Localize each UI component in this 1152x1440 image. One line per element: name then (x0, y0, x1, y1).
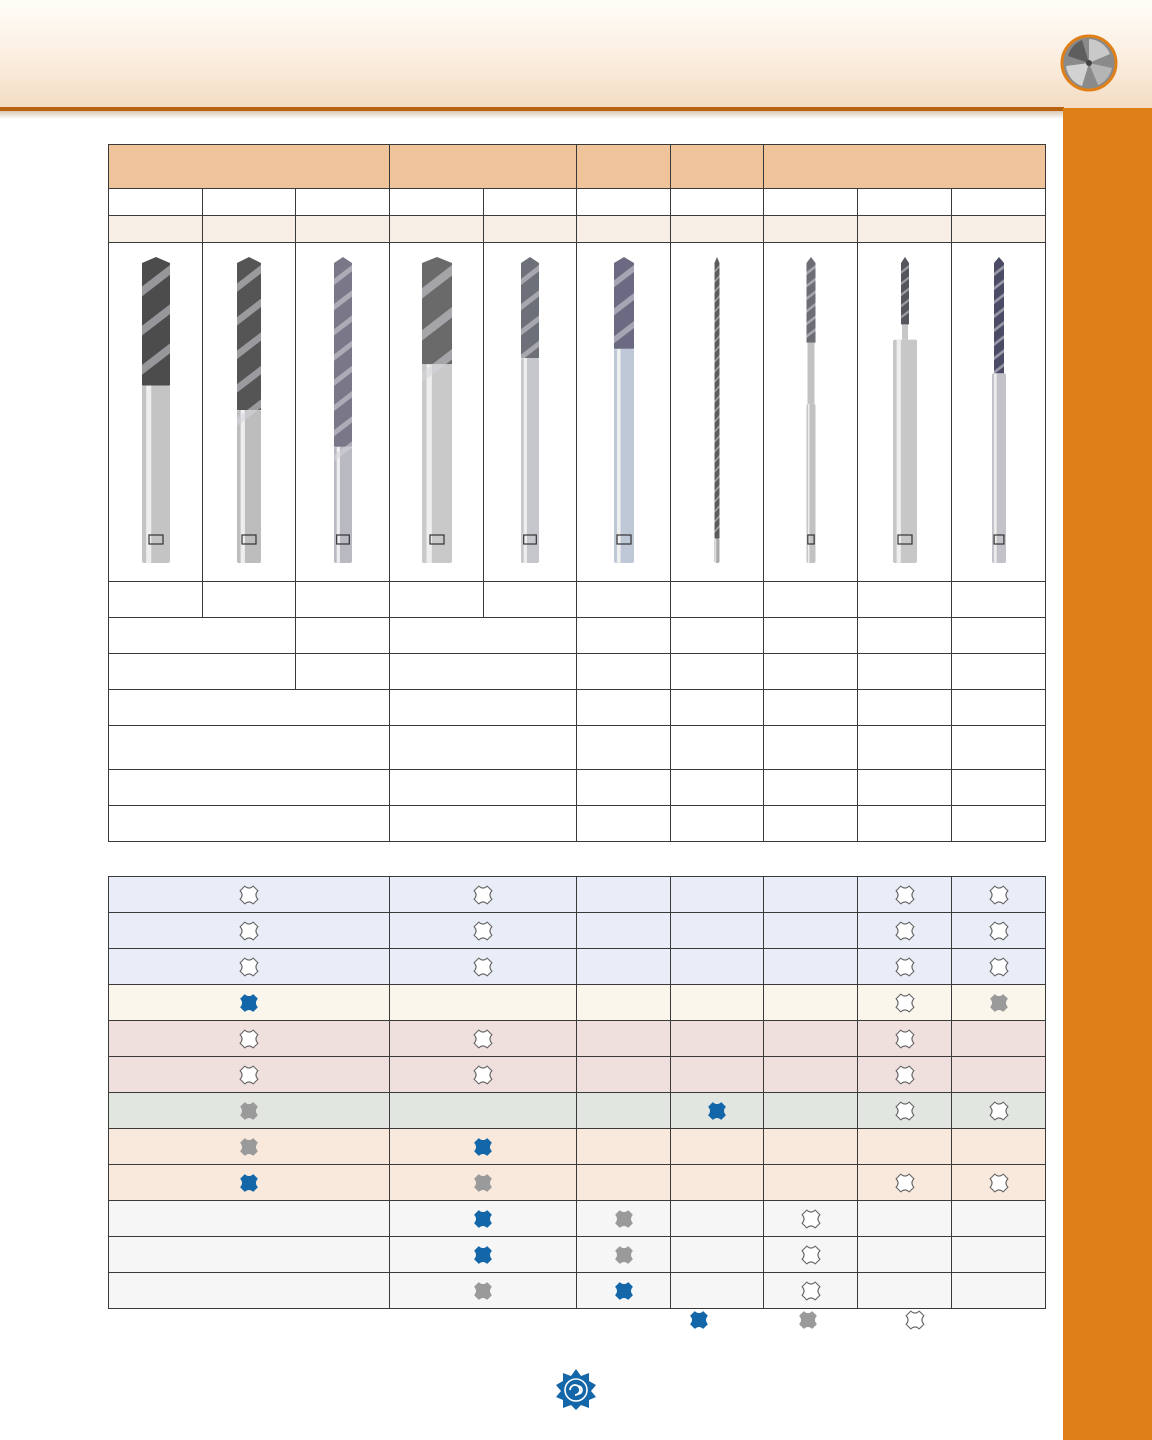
spec-cell (671, 654, 764, 690)
material-row (109, 1165, 1046, 1201)
series-cell (577, 189, 671, 216)
application-cell (858, 1201, 952, 1237)
material-row (109, 1093, 1046, 1129)
spec-cell (764, 806, 858, 842)
spec-cell (577, 806, 671, 842)
spec-cell (952, 770, 1046, 806)
application-cell (671, 1273, 764, 1309)
drill-4-image (392, 245, 482, 575)
application-cell (390, 1273, 577, 1309)
application-cell (764, 1201, 858, 1237)
application-cell (577, 1129, 671, 1165)
spec-header-group-1 (109, 145, 390, 189)
material-application-table (108, 876, 1046, 1309)
edp-cell (858, 216, 952, 243)
outline-star-icon (895, 1065, 915, 1085)
application-cell (858, 1165, 952, 1201)
spec-cell (671, 690, 764, 726)
drill-3-image (298, 245, 388, 575)
application-cell (390, 1237, 577, 1273)
spec-header-group-5 (764, 145, 1046, 189)
application-cell (671, 1165, 764, 1201)
application-cell (952, 985, 1046, 1021)
spec-cell (296, 582, 390, 618)
application-cell (858, 1093, 952, 1129)
material-row (109, 1057, 1046, 1093)
series-cell (671, 189, 764, 216)
drill-10-image (954, 245, 1044, 575)
outline-star-icon (905, 1310, 925, 1330)
series-cell (952, 189, 1046, 216)
application-cell (858, 1273, 952, 1309)
tool-image-cell (577, 243, 671, 582)
application-cell (764, 1273, 858, 1309)
application-cell (577, 1273, 671, 1309)
application-cell (952, 949, 1046, 985)
material-row (109, 1021, 1046, 1057)
application-cell (671, 1057, 764, 1093)
application-cell (671, 985, 764, 1021)
spec-cell (577, 618, 671, 654)
application-cell (390, 1201, 577, 1237)
application-cell (952, 1093, 1046, 1129)
spec-header-group-4 (671, 145, 764, 189)
spec-cell (109, 582, 203, 618)
application-cell (952, 1129, 1046, 1165)
series-cell (296, 189, 390, 216)
tool-image-cell (203, 243, 296, 582)
page-header-band (0, 0, 1152, 108)
tool-image-cell (858, 243, 952, 582)
legend-suitable (798, 1310, 818, 1334)
spec-cell (577, 654, 671, 690)
legend-applicable (905, 1310, 925, 1334)
drill-7-image (672, 245, 762, 575)
spec-cell (858, 806, 952, 842)
material-row (109, 877, 1046, 913)
spec-table (108, 144, 1046, 842)
application-cell (390, 949, 577, 985)
application-cell (109, 1057, 390, 1093)
tool-image-cell (390, 243, 484, 582)
spec-cell (390, 618, 577, 654)
blue-filled-star-icon (473, 1245, 493, 1265)
spec-cell (858, 690, 952, 726)
blue-filled-star-icon (239, 993, 259, 1013)
series-cell (764, 189, 858, 216)
gray-filled-star-icon (239, 1101, 259, 1121)
application-cell (671, 1093, 764, 1129)
spec-cell (858, 582, 952, 618)
material-row (109, 1237, 1046, 1273)
spec-cell (109, 654, 296, 690)
application-cell (952, 1201, 1046, 1237)
spec-cell (952, 582, 1046, 618)
application-cell (109, 1237, 390, 1273)
application-cell (952, 1273, 1046, 1309)
spec-cell (764, 654, 858, 690)
outline-star-icon (895, 921, 915, 941)
edp-cell (671, 216, 764, 243)
application-cell (390, 1093, 577, 1129)
outline-star-icon (895, 885, 915, 905)
spec-cell (484, 582, 577, 618)
spec-cell (671, 806, 764, 842)
outline-star-icon (989, 1101, 1009, 1121)
edp-cell (203, 216, 296, 243)
application-cell (858, 1021, 952, 1057)
spec-cell (296, 654, 390, 690)
outline-star-icon (473, 885, 493, 905)
application-cell (577, 1201, 671, 1237)
outline-star-icon (239, 1065, 259, 1085)
drill-9-image (860, 245, 950, 575)
tool-image-cell (109, 243, 203, 582)
spec-cell (390, 690, 577, 726)
material-row (109, 913, 1046, 949)
application-cell (109, 985, 390, 1021)
application-cell (577, 1093, 671, 1129)
spec-cell (952, 690, 1046, 726)
edp-cell (577, 216, 671, 243)
outline-star-icon (473, 957, 493, 977)
edp-cell (109, 216, 203, 243)
application-cell (109, 877, 390, 913)
blue-filled-star-icon (473, 1137, 493, 1157)
spec-cell (671, 726, 764, 770)
gray-filled-star-icon (473, 1281, 493, 1301)
application-cell (109, 1129, 390, 1165)
header-shadow (0, 111, 1064, 119)
application-cell (390, 1129, 577, 1165)
tool-image-cell (296, 243, 390, 582)
spec-cell (952, 654, 1046, 690)
application-cell (109, 1201, 390, 1237)
application-cell (764, 913, 858, 949)
outline-star-icon (801, 1245, 821, 1265)
application-cell (858, 1237, 952, 1273)
spec-cell (390, 806, 577, 842)
spec-cell (109, 806, 390, 842)
application-cell (577, 1057, 671, 1093)
application-cell (390, 1057, 577, 1093)
spec-cell (577, 726, 671, 770)
application-cell (764, 877, 858, 913)
outline-star-icon (801, 1281, 821, 1301)
drill-1-image (111, 245, 201, 575)
spec-cell (952, 726, 1046, 770)
spec-cell (109, 770, 390, 806)
spec-cell (390, 654, 577, 690)
outline-star-icon (989, 957, 1009, 977)
spec-cell (764, 618, 858, 654)
outline-star-icon (801, 1209, 821, 1229)
gray-filled-star-icon (473, 1173, 493, 1193)
application-cell (577, 913, 671, 949)
spec-cell (577, 690, 671, 726)
series-cell (390, 189, 484, 216)
application-cell (390, 985, 577, 1021)
application-cell (577, 1237, 671, 1273)
application-cell (764, 1057, 858, 1093)
material-row (109, 985, 1046, 1021)
edp-cell (296, 216, 390, 243)
outline-star-icon (895, 1101, 915, 1121)
application-cell (671, 913, 764, 949)
series-cell (109, 189, 203, 216)
blue-filled-star-icon (614, 1281, 634, 1301)
drill-2-image (204, 245, 294, 575)
application-cell (577, 1021, 671, 1057)
spec-cell (858, 654, 952, 690)
series-cell (203, 189, 296, 216)
spec-cell (577, 770, 671, 806)
tool-image-cell (671, 243, 764, 582)
application-cell (764, 1237, 858, 1273)
outline-star-icon (895, 1029, 915, 1049)
spec-cell (390, 582, 484, 618)
spec-cell (952, 618, 1046, 654)
blue-filled-star-icon (689, 1310, 709, 1330)
gray-filled-star-icon (798, 1310, 818, 1330)
blue-filled-star-icon (239, 1173, 259, 1193)
gray-filled-star-icon (614, 1245, 634, 1265)
spec-cell (671, 582, 764, 618)
spec-cell (390, 770, 577, 806)
tool-image-cell (952, 243, 1046, 582)
application-cell (109, 1093, 390, 1129)
outline-star-icon (239, 921, 259, 941)
outline-star-icon (989, 885, 1009, 905)
drill-5-image (485, 245, 575, 575)
application-cell (858, 949, 952, 985)
outline-star-icon (239, 957, 259, 977)
material-row (109, 1201, 1046, 1237)
application-cell (952, 913, 1046, 949)
outline-star-icon (895, 1173, 915, 1193)
application-cell (858, 877, 952, 913)
spec-cell (390, 726, 577, 770)
side-tab-top (1063, 108, 1152, 118)
application-cell (109, 913, 390, 949)
outline-star-icon (473, 921, 493, 941)
spec-cell (952, 806, 1046, 842)
spec-cell (764, 582, 858, 618)
outline-star-icon (239, 1029, 259, 1049)
spec-cell (858, 618, 952, 654)
application-cell (671, 949, 764, 985)
application-cell (671, 1129, 764, 1165)
application-cell (952, 877, 1046, 913)
drill-8-image (766, 245, 856, 575)
spec-header-group-2 (390, 145, 577, 189)
blue-filled-star-icon (473, 1209, 493, 1229)
material-row (109, 949, 1046, 985)
gray-filled-star-icon (989, 993, 1009, 1013)
application-cell (764, 1093, 858, 1129)
application-cell (764, 1021, 858, 1057)
spec-cell (671, 618, 764, 654)
spec-cell (764, 726, 858, 770)
application-cell (952, 1021, 1046, 1057)
application-cell (390, 1165, 577, 1201)
material-row (109, 1273, 1046, 1309)
application-cell (577, 985, 671, 1021)
outline-star-icon (895, 993, 915, 1013)
application-cell (577, 877, 671, 913)
outline-star-icon (989, 1173, 1009, 1193)
outline-star-icon (239, 885, 259, 905)
spec-cell (109, 726, 390, 770)
blue-filled-star-icon (707, 1101, 727, 1121)
edp-cell (952, 216, 1046, 243)
spec-cell (296, 618, 390, 654)
edp-cell (764, 216, 858, 243)
application-cell (577, 949, 671, 985)
application-cell (109, 1165, 390, 1201)
osg-brand-logo-icon (554, 1367, 598, 1411)
application-cell (109, 949, 390, 985)
application-cell (764, 1129, 858, 1165)
gray-filled-star-icon (239, 1137, 259, 1157)
spec-cell (858, 770, 952, 806)
spec-cell (764, 690, 858, 726)
material-row (109, 1129, 1046, 1165)
spec-cell (858, 726, 952, 770)
spec-cell (577, 582, 671, 618)
outline-star-icon (473, 1029, 493, 1049)
edp-cell (390, 216, 484, 243)
edp-cell (484, 216, 577, 243)
outline-star-icon (895, 957, 915, 977)
spec-header-group-3 (577, 145, 671, 189)
application-cell (671, 877, 764, 913)
application-cell (764, 1165, 858, 1201)
spec-cell (671, 770, 764, 806)
application-cell (952, 1237, 1046, 1273)
tool-image-cell (484, 243, 577, 582)
drill-tip-logo-icon (1060, 34, 1118, 92)
outline-star-icon (989, 921, 1009, 941)
drill-6-image (579, 245, 669, 575)
spec-cell (109, 618, 296, 654)
application-cell (390, 877, 577, 913)
series-cell (484, 189, 577, 216)
application-cell (109, 1273, 390, 1309)
application-cell (390, 913, 577, 949)
application-cell (858, 913, 952, 949)
application-cell (952, 1165, 1046, 1201)
gray-filled-star-icon (614, 1209, 634, 1229)
spec-cell (203, 582, 296, 618)
tool-image-cell (764, 243, 858, 582)
application-cell (577, 1165, 671, 1201)
spec-cell (109, 690, 390, 726)
application-cell (671, 1021, 764, 1057)
application-cell (952, 1057, 1046, 1093)
application-cell (858, 985, 952, 1021)
application-cell (390, 1021, 577, 1057)
application-cell (671, 1237, 764, 1273)
side-index-bar (1063, 118, 1152, 1440)
outline-star-icon (473, 1065, 493, 1085)
application-cell (764, 985, 858, 1021)
spec-cell (764, 770, 858, 806)
series-cell (858, 189, 952, 216)
application-cell (858, 1129, 952, 1165)
application-cell (109, 1021, 390, 1057)
legend-recommended (689, 1310, 709, 1334)
application-cell (764, 949, 858, 985)
application-cell (671, 1201, 764, 1237)
application-cell (858, 1057, 952, 1093)
